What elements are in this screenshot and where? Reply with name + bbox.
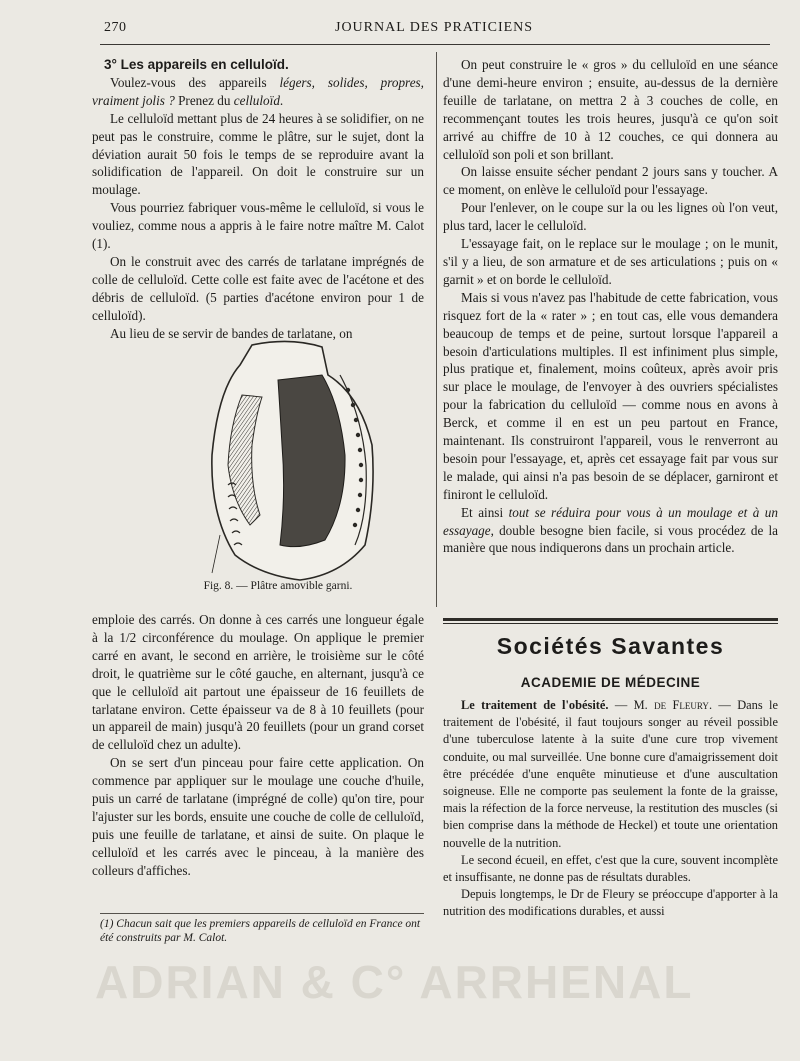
- academy-heading: ACADEMIE DE MÉDECINE: [520, 675, 701, 690]
- section-rule: [443, 618, 778, 621]
- paragraph: On laisse ensuite sécher pendant 2 jours sans y toucher. A ce moment, on enlève le celluloïd pour l'essayage.: [443, 164, 778, 198]
- reverse-bleed-text: ADRIAN & C° ARRHENAL: [95, 956, 694, 1008]
- italic-run: tout se réduira pour vous à un moulage et à un essayage: [443, 504, 778, 538]
- paragraph: On peut construire le « gros » du celluloïd en une séance d'une demi-heure environ ; ensuite, au-dessus de la dernière feuille de tarlatane, on mettra 2 à 3 couches de colle, en recommençant toutes les trois heures, jusqu'à ce qu'on soit arrivé au chiffre de 10 à 12 couches, ce qui donnera au celluloïd son poli et son brillant.: [443, 57, 778, 162]
- right-column-top: [443, 56, 778, 557]
- text-run: .: [279, 92, 284, 108]
- corset-illustration: [190, 335, 390, 597]
- text-run: Et ainsi: [461, 504, 509, 520]
- societies-heading: Sociétés Savantes: [496, 633, 725, 659]
- italic-run: celluloïd: [233, 92, 280, 108]
- column-divider: [436, 52, 437, 607]
- text-run: , double besogne bien facile, si vous procédez de la manière que nous indiquerons dans un prochain article.: [443, 522, 778, 556]
- figure-caption: Fig. 8. — Plâtre amovible garni.: [203, 580, 353, 592]
- footnote-rule: [100, 913, 424, 914]
- article-title: Le traitement de l'obésité.: [461, 698, 609, 712]
- paragraph: Vous pourriez fabriquer vous-même le celluloïd, si vous le vouliez, comme nous a appris à le faire notre maître M. Calot (1).: [92, 200, 424, 252]
- paragraph: Le second écueil, en effet, c'est que la cure, souvent incomplète et insuffisante, ne donne pas de résultats durables.: [443, 852, 778, 885]
- text-run: . — Dans le traitement de l'obésité, il faut toujours songer au réveil possible d'une tuberculose latente à la suite d'une cure trop vivement conduite, ou mal surveillée. Une bonne cure d'amaigrissement doit être précédée d'une enquête minutieuse et d'une auscultation soigneuse. Elle ne comporte pas seulement la fonte de la graisse, mais la réfection de la force nerveuse, la restitution des muscles (si bien comprise dans la méthode de Heckel) et toute une orientation nouvelle de la nutrition.: [443, 698, 778, 850]
- text-run: Voulez-vous des appareils: [110, 74, 280, 90]
- paragraph: On le construit avec des carrés de tarlatane imprégnés de colle de celluloïd. Cette colle est faite avec de l'acétone et des débris de celluloïd. (5 parties d'acétone environ pour 1 de celluloïd).: [92, 253, 424, 323]
- paragraph: [443, 504, 778, 558]
- paragraph: Au lieu de se servir de bandes de tarlatane, on: [110, 325, 353, 341]
- italic-run: légers, solides, propres, vraiment jolis ?: [92, 74, 424, 108]
- author-name: de Fleury: [654, 698, 709, 712]
- corset-drawing: [190, 335, 390, 585]
- paragraph: [443, 697, 778, 852]
- text-run: Prenez du: [174, 92, 234, 108]
- paragraph: Mais si vous n'avez pas l'habitude de cette fabrication, vous risquez fort de la « rater » ; en tout cas, elle vous demandera beaucoup de temps et de peine, surtout lorsque l'appareil a besoin d'articulations multiples. Il est infiniment plus simple, plus pratique et, finalement, moins coûteux, après avoir pris sur place le moulage, de l'envoyer à des ouvriers spécialistes pour la fabrication du celluloïd — comme nous en avons à Berck, et comme il en est un peu partout en France, maintenant. Ils construiront l'appareil, vous le renverront au besoin pour l'essayage, et, après cet essayage fait par vous sur le malade, qui ainsi n'a pas besoin de se déplacer, garniront et finiront le celluloïd.: [443, 289, 778, 502]
- section-title: 3° Les appareils en celluloïd.: [104, 57, 289, 72]
- text-run: — M.: [608, 698, 655, 712]
- footnote: (1) Chacun sait que les premiers appareils de celluloïd en France ont été construits par M. Calot.: [100, 918, 421, 944]
- right-column-bottom: [443, 697, 778, 921]
- paragraph: Depuis longtemps, le Dr de Fleury se préoccupe d'apporter à la nutrition des modifications durables, et aussi: [443, 887, 778, 919]
- left-column-top: [92, 56, 424, 343]
- left-column-bottom: [92, 611, 424, 880]
- paragraph: On se sert d'un pinceau pour faire cette application. On commence par appliquer sur le moulage une couche d'huile, puis un carré de tarlatane (imprégné de colle) qu'on tire, pour l'ajuster sur les bords, ensuite une couche de colle de celluloïd, puis une feuille de tarlatane, et ainsi de suite. On plaque le celluloïd et les carrés avec le pinceau, à la manière des colleurs d'affiches.: [92, 755, 424, 878]
- paragraph: [92, 74, 424, 110]
- journal-title: JOURNAL DES PRATICIENS: [335, 20, 534, 35]
- paragraph: Le celluloïd mettant plus de 24 heures à se solidifier, on ne peut pas le construire, comme le plâtre, sur le sujet, dont la déviation aurait 50 fois le temps de se reproduire avant la solidification de l'appareil. On doit le construire sur un moulage.: [92, 110, 424, 198]
- page-number: 270: [104, 20, 127, 35]
- paragraph: emploie des carrés. On donne à ces carrés une longueur égale à la 1/2 circonférence du moulage. On applique le premier carré en avant, le second en arrière, le troisième sur le côté droit, le quatrième sur le côté gauche, en alternant, jusqu'à ce que le celluloïd ait partout une épaisseur de 16 feuillets de tarlatane environ. Cette épaisseur va de 8 à 10 feuillets (pour un appareil de main) jusqu'à 20 feuillets (pour un grand corset de celluloïd chez un adulte).: [92, 612, 424, 753]
- page-header: [100, 18, 770, 45]
- section-rule: [443, 623, 778, 624]
- paragraph: L'essayage fait, on le replace sur le moulage ; on le munit, s'il y a lieu, de son armature et de ses articulations ; puis on « garnit » et on borde le celluloïd.: [443, 236, 778, 287]
- paragraph: Pour l'enlever, on le coupe sur la ou les lignes où l'on veut, plus tard, lacer le celluloïd.: [443, 200, 778, 234]
